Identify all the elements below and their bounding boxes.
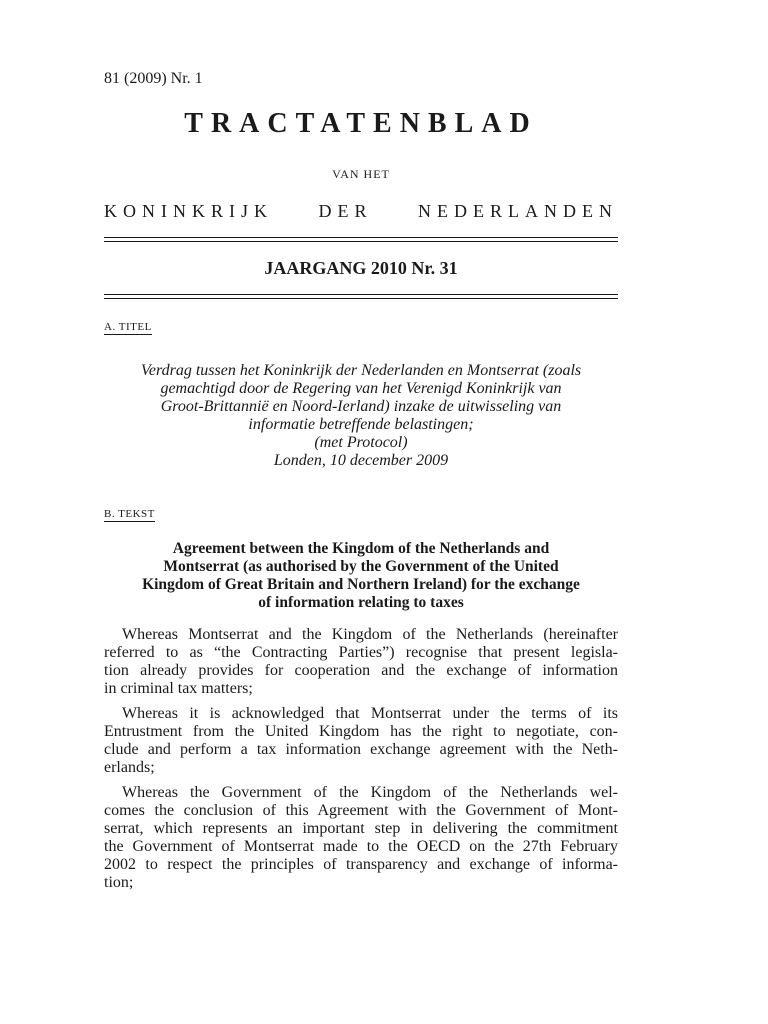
paragraph-line: serrat, which represents an important step in delivering the commitment [104,820,618,837]
treaty-title [104,362,618,470]
title-line: gemachtigd door de Regering van het Verenigd Koninkrijk van [160,380,562,397]
paragraph-line: the Government of Montserrat made to the OECD on the 27th February [104,838,618,855]
document-reference: 81 (2009) Nr. 1 [104,70,203,87]
title-line: informatie betreffende belastingen; [248,416,474,433]
volume-number: JAARGANG 2010 Nr. 31 [264,258,458,278]
paragraph [104,784,618,892]
kingdom-word: DER [318,201,373,221]
title-line: (met Protocol) [314,434,408,451]
agreement-title-line: of information relating to taxes [258,594,464,611]
section-label-tekst: B. TEKST [104,508,155,520]
agreement-title-line: Agreement between the Kingdom of the Netherlands and [172,540,550,557]
paragraph-line: Whereas it is acknowledged that Montserrat under the terms of its [122,705,618,722]
paragraph-line: erlands; [104,759,155,776]
paragraph-line: Whereas the Government of the Kingdom of the Netherlands wel- [122,784,618,801]
paragraph-line: Entrustment from the United Kingdom has the right to negotiate, con- [104,723,618,740]
body-text [104,626,618,899]
agreement-title-line: Montserrat (as authorised by the Government of the United [163,558,559,575]
kingdom-line [104,201,618,222]
paragraph-line: Whereas Montserrat and the Kingdom of the Netherlands (hereinafter [122,626,618,643]
paragraph-line: 2002 to respect the principles of transparency and exchange of informa- [104,856,618,873]
paragraph-line: referred to as “the Contracting Parties”) recognise that present legisla- [104,644,618,661]
section-label-titel: A. TITEL [104,321,152,333]
masthead-title: TRACTATENBLAD [184,108,538,139]
title-line: Londen, 10 december 2009 [273,452,449,469]
kingdom-word: NEDERLANDEN [418,201,618,221]
paragraph-line: clude and perform a tax information exchange agreement with the Neth- [104,741,618,758]
kingdom-word: KONINKRIJK [104,201,273,221]
paragraph-line: tion; [104,874,134,891]
paragraph-line: tion already provides for cooperation and the exchange of information [104,662,618,679]
title-line: Groot-Brittannië en Noord-Ierland) inzake de uitwisseling van [160,398,562,415]
paragraph-line: in criminal tax matters; [104,680,253,697]
agreement-title [104,540,618,612]
paragraph-line: comes the conclusion of this Agreement with the Government of Mont- [104,802,618,819]
title-line: Verdrag tussen het Koninkrijk der Nederlanden en Montserrat (zoals [140,362,582,379]
double-divider [104,294,618,299]
paragraph [104,626,618,698]
masthead-subtitle: VAN HET [332,167,390,181]
agreement-title-line: Kingdom of Great Britain and Northern Ireland) for the exchange [142,576,580,593]
paragraph [104,705,618,777]
double-divider [104,237,618,242]
